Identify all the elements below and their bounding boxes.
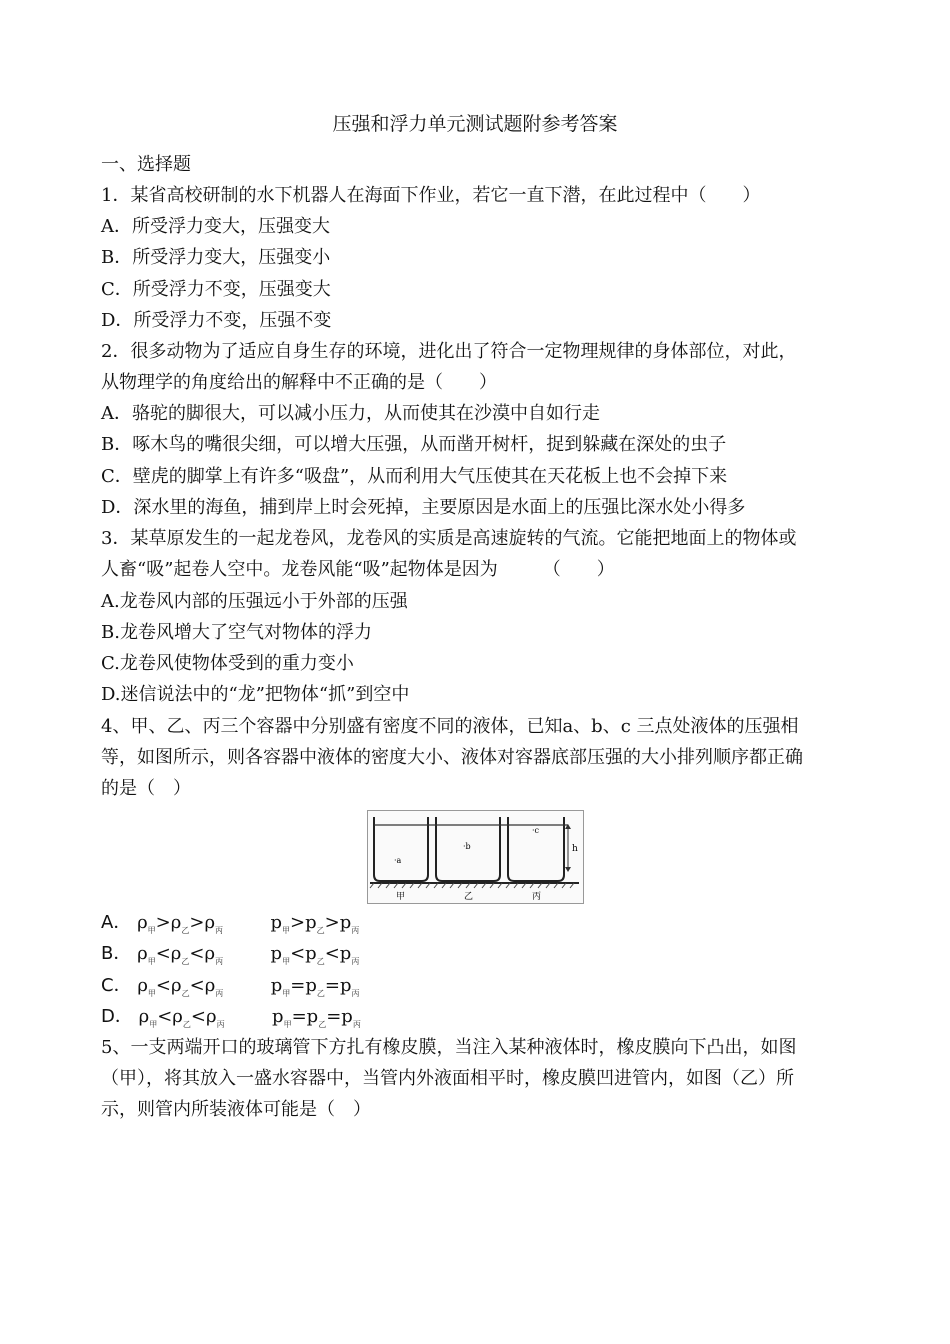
question-4-stem-line-3: 的是（ ） xyxy=(101,778,191,799)
containers-diagram xyxy=(368,811,583,903)
question-2-stem-line-1: 2．很多动物为了适应自身生存的环境，进化出了符合一定物理规律的身体部位，对此， xyxy=(101,341,797,362)
section-heading: 一、选择题 xyxy=(101,154,191,175)
question-3-option-d: D.迷信说法中的“龙”把物体“抓”到空中 xyxy=(101,684,410,705)
question-3-option-c: C.龙卷风使物体受到的重力变小 xyxy=(101,653,354,674)
question-4-stem-line-2: 等，如图所示，则各容器中液体的密度大小、液体对容器底部压强的大小排列顺序都正确 xyxy=(101,747,803,768)
point-a-label: ·a xyxy=(394,856,402,865)
point-c-label: ·c xyxy=(532,826,540,835)
question-1-stem: 1．某省高校研制的水下机器人在海面下作业，若它一直下潜，在此过程中（ ） xyxy=(101,185,761,206)
question-1-option-d: D．所受浮力不变，压强不变 xyxy=(101,310,332,331)
question-2-stem-line-2: 从物理学的角度给出的解释中不正确的是（ ） xyxy=(101,372,497,393)
label-bing: 丙 xyxy=(532,892,542,902)
question-5-stem-line-3: 示，则管内所装液体可能是（ ） xyxy=(101,1099,371,1120)
document-title: 压强和浮力单元测试题附参考答案 xyxy=(332,113,618,135)
label-yi: 乙 xyxy=(464,892,474,902)
question-1-option-c: C．所受浮力不变，压强变大 xyxy=(101,279,331,300)
question-3-option-b: B.龙卷风增大了空气对物体的浮力 xyxy=(101,622,372,643)
question-4-stem-line-1: 4、甲、乙、丙三个容器中分别盛有密度不同的液体，已知a、b、c 三点处液体的压强相 xyxy=(101,716,799,737)
question-3-stem-line-2: 人畜“吸”起卷人空中。龙卷风能“吸”起物体是因为 （ ） xyxy=(101,559,615,580)
label-jia: 甲 xyxy=(396,892,406,902)
question-2-option-c: C．壁虎的脚掌上有许多“吸盘”，从而利用大气压使其在天花板上也不会掉下来 xyxy=(101,466,728,487)
question-4-option-d: D． $\rho_甲<\rho_乙<\rho_丙$ $p_甲=p_乙=p_丙$ xyxy=(101,1006,361,1029)
height-label: h xyxy=(572,844,578,854)
question-4-option-c: C． $\rho_甲<\rho_乙<\rho_丙$ $p_甲=p_乙=p_丙$ xyxy=(101,975,360,998)
question-1-option-a: A．所受浮力变大，压强变大 xyxy=(101,216,330,237)
question-2-option-a: A．骆驼的脚很大，可以减小压力，从而使其在沙漠中自如行走 xyxy=(101,403,600,424)
question-3-option-a: A.龙卷风内部的压强远小于外部的压强 xyxy=(101,591,408,612)
question-3-stem-line-1: 3．某草原发生的一起龙卷风，龙卷风的实质是高速旋转的气流。它能把地面上的物体或 xyxy=(101,528,797,549)
question-4-option-b: B． $\rho_甲<\rho_乙<\rho_丙$ $p_甲<p_乙<p_丙$ xyxy=(101,943,360,966)
container-jia xyxy=(374,817,428,881)
question-2-option-d: D．深水里的海鱼，捕到岸上时会死掉，主要原因是水面上的压强比深水处小得多 xyxy=(101,497,746,518)
point-b-label: ·b xyxy=(463,842,471,851)
question-4-option-a: A． $\rho_甲>\rho_乙>\rho_丙$ $p_甲>p_乙>p_丙$ xyxy=(101,912,360,935)
arrow-down-icon xyxy=(565,867,571,872)
three-containers-figure xyxy=(367,810,584,904)
question-1-option-b: B．所受浮力变大，压强变小 xyxy=(101,247,331,268)
question-5-stem-line-2: （甲），将其放入一盛水容器中，当管内外液面相平时，橡皮膜凹进管内，如图（乙）所 xyxy=(101,1068,794,1089)
question-2-option-b: B．啄木鸟的嘴很尖细，可以增大压强，从而凿开树杆，捉到躲藏在深处的虫子 xyxy=(101,434,727,455)
question-5-stem-line-1: 5、一支两端开口的玻璃管下方扎有橡皮膜，当注入某种液体时，橡皮膜向下凸出，如图 xyxy=(101,1037,797,1058)
